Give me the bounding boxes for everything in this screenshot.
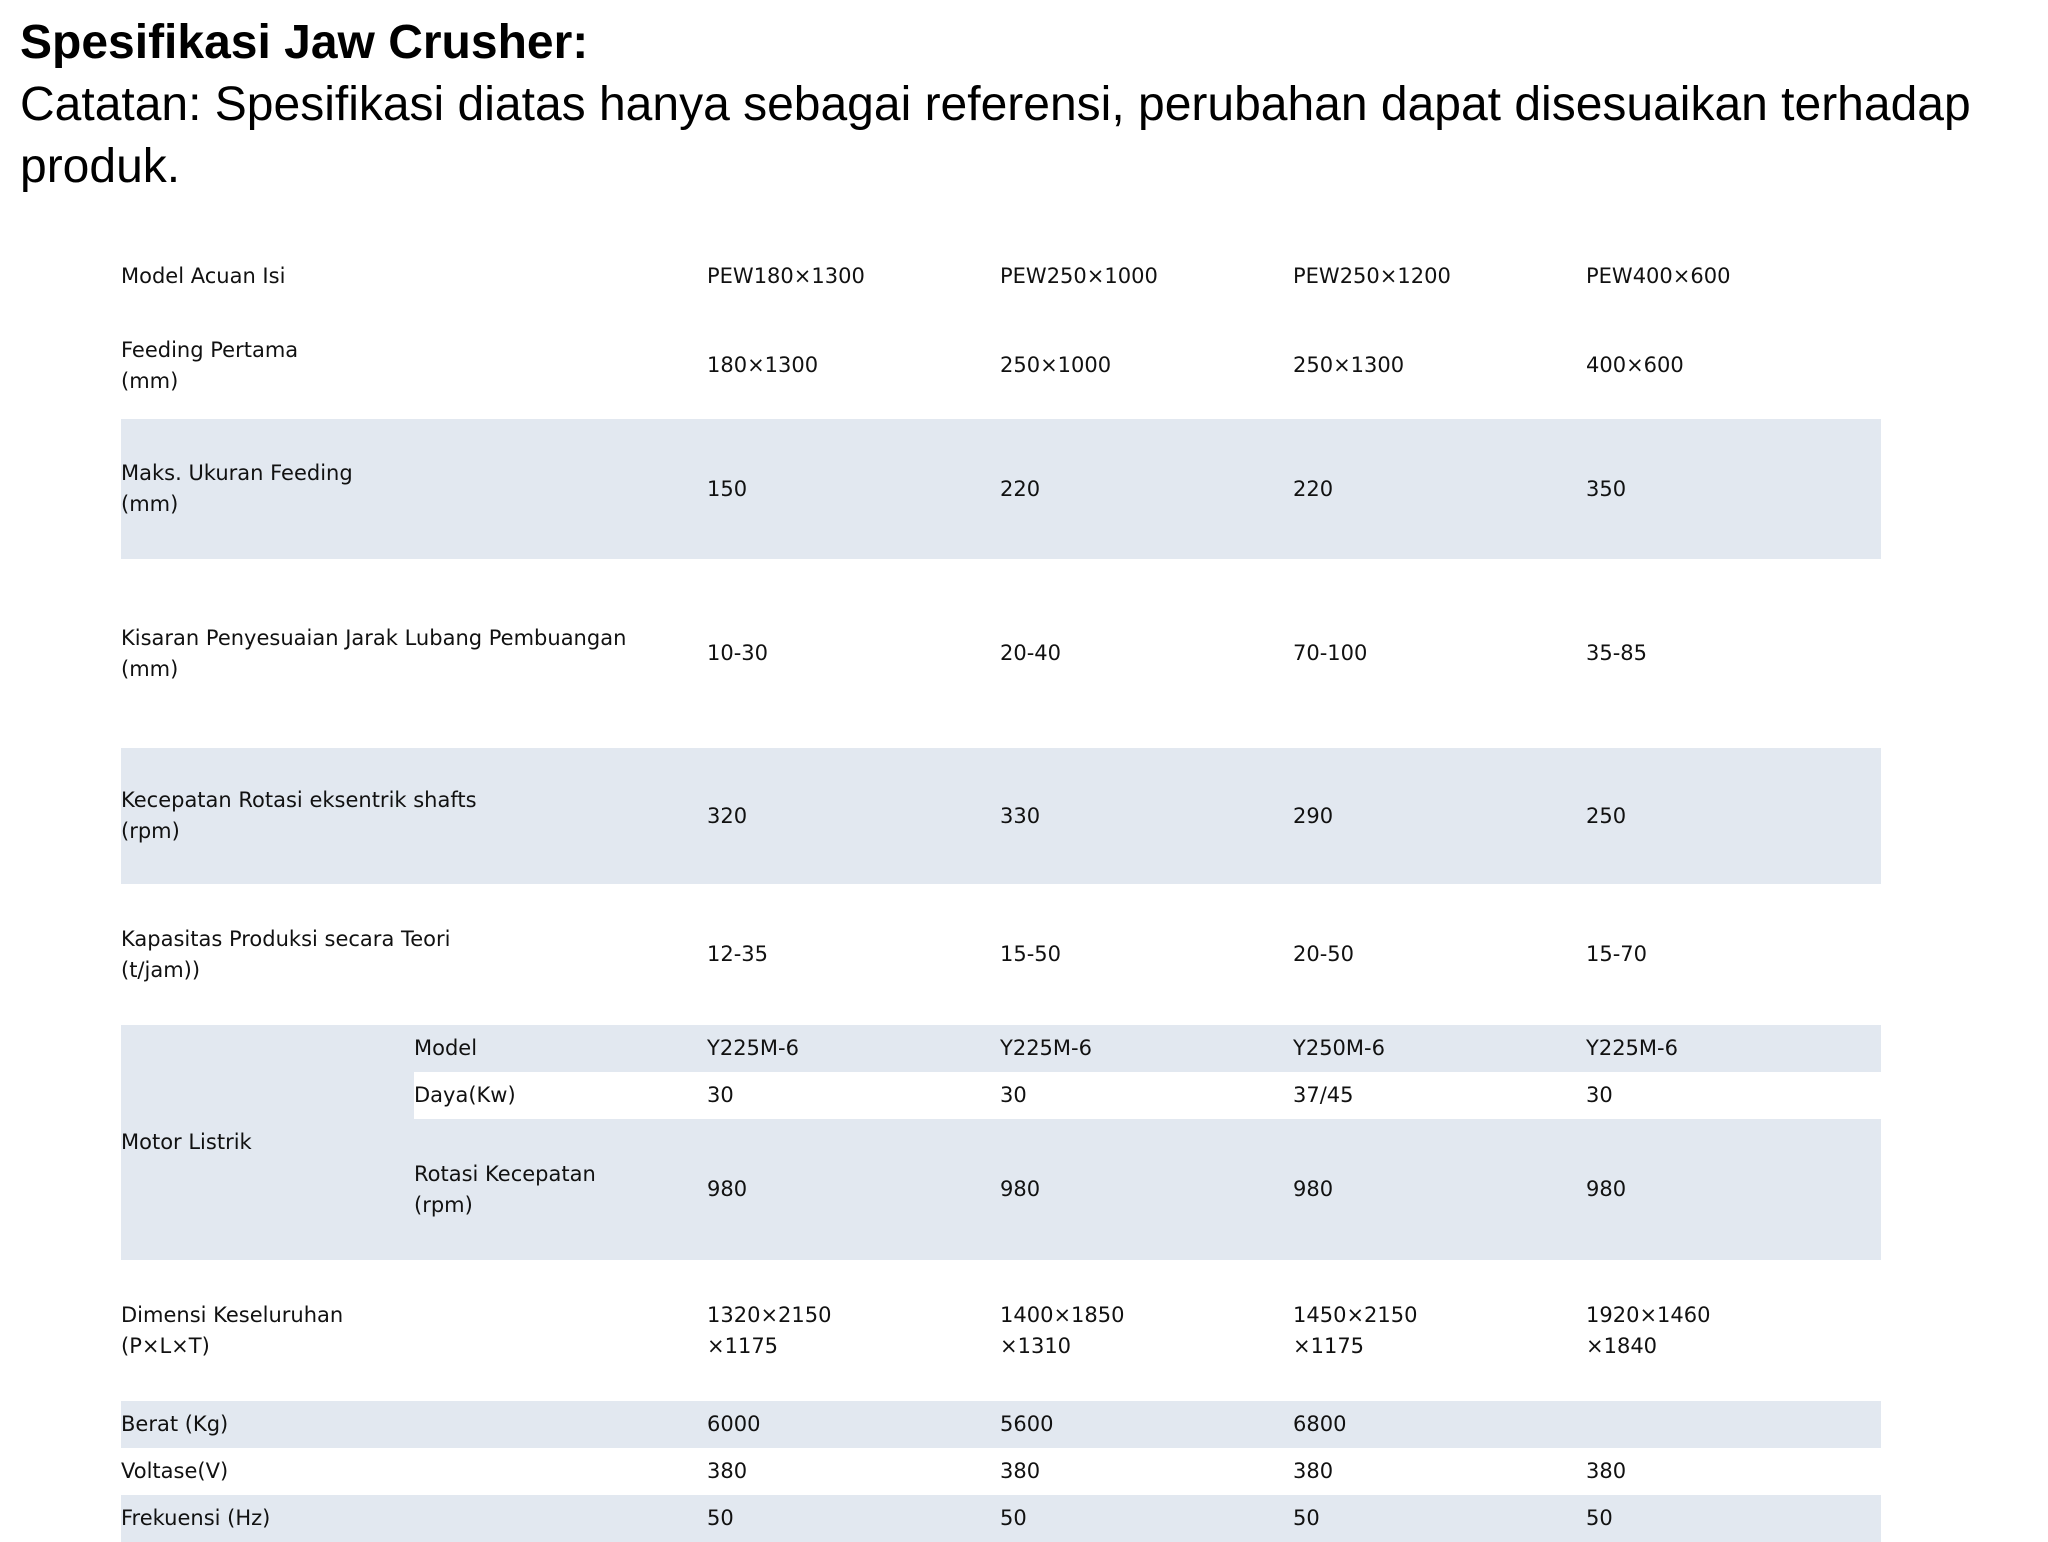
- table-row-motor-model: [121, 1025, 1881, 1072]
- cell-value: 250×1000: [1000, 353, 1112, 377]
- row-label: [121, 748, 707, 884]
- cell-value: Y225M-6: [1586, 1025, 1881, 1072]
- cell-value: [1586, 1260, 1881, 1401]
- cell-value: 220: [1000, 419, 1293, 559]
- cell-value-line: ×1175: [707, 1333, 779, 1358]
- page-heading: [20, 12, 2020, 198]
- row-label-unit: (mm): [121, 492, 179, 516]
- cell-value: 380: [1000, 1459, 1041, 1483]
- row-label-text: Kisaran Penyesuaian Jarak Lubang Pembuangan: [121, 625, 627, 650]
- spec-table: [121, 240, 1881, 1542]
- cell-value: 220: [1293, 419, 1586, 559]
- cell-value: 6000: [707, 1401, 1000, 1448]
- cell-value: 250: [1586, 748, 1881, 884]
- row-sublabel: Model: [414, 1025, 707, 1072]
- cell-value: 380: [707, 1459, 748, 1483]
- table-row-weight: [121, 1401, 1881, 1448]
- table-row-voltage: [121, 1448, 1881, 1495]
- cell-value: 50: [1586, 1495, 1881, 1542]
- row-label-text: Kecepatan Rotasi eksentrik shafts: [121, 788, 477, 812]
- table-row-shaft-speed: [121, 748, 1881, 884]
- cell-value: 10-30: [707, 641, 769, 665]
- cell-value: 35-85: [1586, 641, 1648, 665]
- cell-value-line: 1320×2150: [707, 1302, 832, 1327]
- cell-value: Y225M-6: [707, 1025, 1000, 1072]
- page-note: Catatan: Spesifikasi diatas hanya sebagai referensi, perubahan dapat disesuaikan terhadap produk.: [20, 78, 1971, 193]
- cell-value: 20-40: [1000, 641, 1062, 665]
- row-label-unit: (mm): [121, 656, 179, 681]
- row-label: Berat (Kg): [121, 1401, 707, 1448]
- cell-value: 37/45: [1293, 1072, 1586, 1119]
- cell-value: 180×1300: [707, 353, 819, 377]
- cell-value: 980: [1000, 1119, 1293, 1260]
- cell-value: Y225M-6: [1000, 1025, 1293, 1072]
- table-row-discharge-range: [121, 559, 1881, 748]
- cell-value: 50: [1000, 1495, 1293, 1542]
- cell-value: 290: [1293, 748, 1586, 884]
- row-label-unit: (t/jam)): [121, 957, 201, 982]
- cell-value: 50: [707, 1495, 1000, 1542]
- cell-value: 20-50: [1293, 942, 1355, 966]
- row-sublabel-text: Rotasi Kecepatan: [414, 1161, 596, 1186]
- row-label-text: Kapasitas Produksi secara Teori: [121, 926, 451, 951]
- cell-value: PEW180×1300: [707, 263, 865, 288]
- table-row-frequency: [121, 1495, 1881, 1542]
- row-sublabel: [414, 1119, 707, 1260]
- page-title: Spesifikasi Jaw Crusher:: [20, 16, 589, 69]
- table-row-dimensions: [121, 1260, 1881, 1401]
- cell-value: 980: [1293, 1119, 1586, 1260]
- row-label: Model Acuan Isi: [121, 263, 286, 288]
- cell-value: [1293, 1260, 1586, 1401]
- cell-value-line: 1450×2150: [1293, 1302, 1418, 1327]
- motor-group-label: Motor Listrik: [121, 1025, 414, 1260]
- row-label: Voltase(V): [121, 1459, 229, 1483]
- cell-value-line: ×1840: [1586, 1333, 1658, 1358]
- cell-value: 350: [1586, 419, 1881, 559]
- cell-value: PEW250×1000: [1000, 263, 1158, 288]
- cell-value: 400×600: [1586, 353, 1684, 377]
- row-label-text: Feeding Pertama: [121, 337, 299, 362]
- cell-value: 330: [1000, 748, 1293, 884]
- cell-value: 150: [707, 419, 1000, 559]
- row-sublabel: Daya(Kw): [414, 1072, 707, 1119]
- row-label-text: Maks. Ukuran Feeding: [121, 461, 353, 485]
- cell-value: PEW400×600: [1586, 263, 1731, 288]
- row-label: [121, 312, 707, 419]
- row-label: Frekuensi (Hz): [121, 1495, 707, 1542]
- cell-value: 12-35: [707, 942, 769, 966]
- row-label: [121, 884, 707, 1025]
- cell-value: 30: [1586, 1072, 1881, 1119]
- cell-value-line: 1920×1460: [1586, 1302, 1711, 1327]
- cell-value: 980: [1586, 1119, 1881, 1260]
- cell-value: 320: [707, 748, 1000, 884]
- cell-value: [707, 1260, 1000, 1401]
- row-label-text: Dimensi Keseluruhan: [121, 1302, 344, 1327]
- cell-value: 250×1300: [1293, 353, 1405, 377]
- cell-value: [1586, 1401, 1881, 1448]
- row-label: [121, 1260, 707, 1401]
- row-label-unit: (P×L×T): [121, 1333, 210, 1358]
- cell-value: 50: [1293, 1495, 1586, 1542]
- cell-value: 5600: [1000, 1401, 1293, 1448]
- table-row-capacity: [121, 884, 1881, 1025]
- row-sublabel-unit: (rpm): [414, 1192, 473, 1217]
- table-row-model: [121, 240, 1881, 312]
- table-row-feeding-opening: [121, 312, 1881, 419]
- cell-value: 15-50: [1000, 942, 1062, 966]
- cell-value: 6800: [1293, 1401, 1586, 1448]
- cell-value: 15-70: [1586, 942, 1648, 966]
- cell-value: 380: [1293, 1459, 1334, 1483]
- cell-value: 980: [707, 1119, 1000, 1260]
- cell-value: 70-100: [1293, 641, 1368, 665]
- cell-value: [1000, 1260, 1293, 1401]
- cell-value: PEW250×1200: [1293, 263, 1451, 288]
- row-label-unit: (rpm): [121, 819, 180, 843]
- cell-value: 380: [1586, 1459, 1627, 1483]
- cell-value: 30: [1000, 1072, 1293, 1119]
- row-label: [121, 419, 707, 559]
- cell-value: 30: [707, 1072, 1000, 1119]
- table-row-max-feed-size: [121, 419, 1881, 559]
- cell-value-line: ×1175: [1293, 1333, 1365, 1358]
- cell-value: Y250M-6: [1293, 1025, 1586, 1072]
- cell-value-line: ×1310: [1000, 1333, 1072, 1358]
- row-label: [121, 559, 707, 748]
- cell-value-line: 1400×1850: [1000, 1302, 1125, 1327]
- row-label-unit: (mm): [121, 368, 179, 393]
